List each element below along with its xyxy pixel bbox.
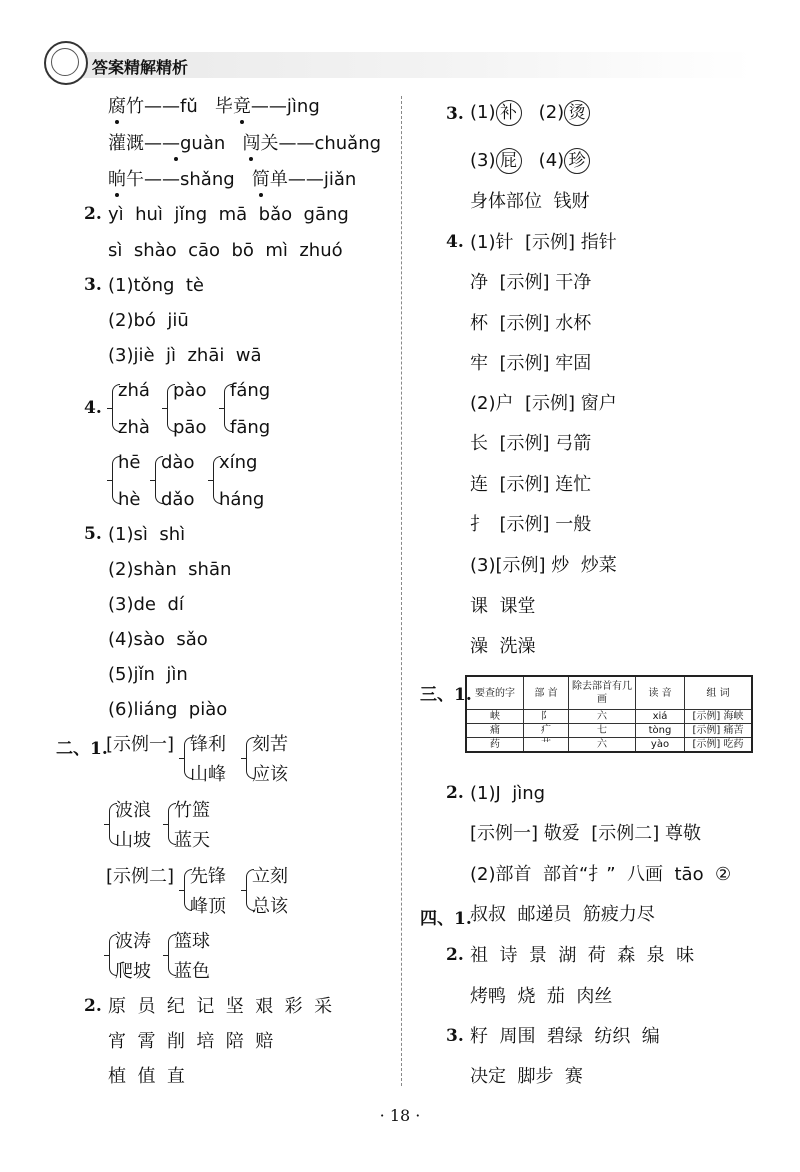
- answer-line: (3)jiè jì zhāi wā: [108, 345, 262, 366]
- section-number: 四、1.: [420, 909, 472, 929]
- pinyin: pào: [173, 380, 207, 401]
- circled-char: 珍: [564, 148, 590, 174]
- word: 爬坡: [115, 961, 151, 982]
- answer-line: (1)针 [示例] 指针: [470, 232, 617, 253]
- table-header-cell: 除去部首有几画: [569, 676, 636, 710]
- answer-line: (6)liáng piào: [108, 699, 228, 720]
- table-cell: 艹: [524, 738, 569, 753]
- table-cell: 药: [466, 738, 524, 753]
- pinyin: zhá: [118, 380, 150, 401]
- word: 蓝天: [174, 830, 210, 851]
- section-number: 三、1.: [420, 685, 472, 705]
- answer-line: (5)jǐn jìn: [108, 664, 188, 685]
- question-number: 3.: [84, 275, 102, 295]
- answer-line: (2)shàn shān: [108, 559, 232, 580]
- answer-line: 植 值 直: [108, 1066, 185, 1087]
- word: 波浪: [115, 800, 151, 821]
- pinyin: hē: [118, 452, 141, 473]
- circled-char: 补: [496, 100, 522, 126]
- pinyin: xíng: [219, 452, 258, 473]
- word: 先锋: [190, 866, 226, 887]
- column-divider: [401, 96, 402, 1086]
- answer-line: 原 员 纪 记 坚 艰 彩 采: [108, 996, 333, 1017]
- table-cell: 峡: [466, 710, 524, 724]
- word: 应该: [252, 764, 288, 785]
- answer-line: 澡 洗澡: [470, 636, 536, 657]
- table-header-cell: 要查的字: [466, 676, 524, 710]
- answer-line: 籽 周围 碧绿 纺织 编: [470, 1026, 660, 1047]
- table-cell: 七: [569, 724, 636, 738]
- word: 总该: [252, 896, 288, 917]
- word: 波涛: [115, 931, 151, 952]
- answer-line: 扌 [示例] 一般: [470, 514, 592, 535]
- table-row: [466, 710, 752, 724]
- answer-line: (1) 补 (2) 烫: [470, 100, 590, 126]
- table-cell: 阝: [524, 710, 569, 724]
- answer-line: (1)J jìng: [470, 783, 546, 804]
- table-cell: [示例] 海峡: [685, 710, 753, 724]
- question-number: 2.: [446, 783, 464, 803]
- answer-line: 身体部位 钱财: [470, 191, 590, 212]
- section-number: 二、1.: [56, 739, 108, 759]
- answer-line: yì huì jǐng mā bǎo gāng: [108, 204, 349, 225]
- answer-line: (3) 屁 (4) 珍: [470, 148, 590, 174]
- circled-char: 屁: [496, 148, 522, 174]
- header-title: 答案精解精析: [92, 58, 189, 77]
- word: 立刻: [252, 866, 288, 887]
- pinyin: fāng: [230, 417, 271, 438]
- pinyin: zhà: [118, 417, 150, 438]
- publisher-logo: [44, 41, 88, 85]
- table-cell: yào: [636, 738, 685, 753]
- table-row: [466, 724, 752, 738]
- answer-line: [示例一] 敬爱 [示例二] 尊敬: [470, 823, 701, 844]
- answer-line: (1)tǒng tè: [108, 275, 204, 296]
- answer-line: 灌溉——guàn 闯关——chuǎng: [108, 133, 382, 154]
- question-number: 4.: [84, 398, 102, 418]
- table-header-cell: 组 词: [685, 676, 753, 710]
- word: 锋利: [190, 734, 226, 755]
- table-header-cell: 部 首: [524, 676, 569, 710]
- question-number: 2.: [84, 996, 102, 1016]
- word: 蓝色: [174, 961, 210, 982]
- answer-line: 课 课堂: [470, 596, 536, 617]
- answer-line: (3)[示例] 炒 炒菜: [470, 555, 617, 576]
- answer-line: 腐竹——fǔ 毕竟——jìng: [108, 96, 320, 117]
- question-number: 3.: [446, 104, 464, 124]
- word: 篮球: [174, 931, 210, 952]
- answer-line: 牢 [示例] 牢固: [470, 353, 592, 374]
- answer-line: 烤鸭 烧 茄 肉丝: [470, 986, 613, 1007]
- answer-line: 祖 诗 景 湖 荷 森 泉 味: [470, 945, 695, 966]
- question-number: 3.: [446, 1026, 464, 1046]
- page-number: · 18 ·: [379, 1106, 421, 1125]
- table-cell: [示例] 痛苦: [685, 724, 753, 738]
- question-number: 2.: [84, 204, 102, 224]
- answer-line: (4)sào sǎo: [108, 629, 208, 650]
- word: 竹篮: [174, 800, 210, 821]
- pinyin: dào: [161, 452, 195, 473]
- question-number: 2.: [446, 945, 464, 965]
- table-cell: 六: [569, 710, 636, 724]
- answer-line: 长 [示例] 弓箭: [470, 433, 592, 454]
- pinyin: hè: [118, 489, 141, 510]
- table-cell: xiá: [636, 710, 685, 724]
- answer-line: (2)部首 部首“扌” 八画 tāo ②: [470, 864, 732, 885]
- table-cell: [示例] 吃药: [685, 738, 753, 753]
- answer-line: 叔叔 邮递员 筋疲力尽: [470, 904, 655, 925]
- answer-line: sì shào cāo bō mì zhuó: [108, 240, 343, 261]
- question-number: 5.: [84, 524, 102, 544]
- answer-line: 决定 脚步 赛: [470, 1066, 583, 1087]
- pinyin: dǎo: [161, 489, 195, 510]
- answer-line: 净 [示例] 干净: [470, 272, 592, 293]
- example-label: [示例二]: [106, 866, 175, 887]
- answer-line: (1)sì shì: [108, 524, 186, 545]
- answer-line: (2)bó jiū: [108, 310, 189, 331]
- circled-char: 烫: [564, 100, 590, 126]
- answer-line: 连 [示例] 连忙: [470, 474, 592, 495]
- table-cell: 六: [569, 738, 636, 753]
- example-label: [示例一]: [106, 734, 175, 755]
- radical-lookup-table: [465, 675, 753, 753]
- answer-line: 宵 霄 削 培 陪 赔: [108, 1031, 274, 1052]
- question-number: 4.: [446, 232, 464, 252]
- word: 山峰: [190, 764, 226, 785]
- word: 山坡: [115, 830, 151, 851]
- table-header-cell: 读 音: [636, 676, 685, 710]
- answer-line: 晌午——shǎng 简单——jiǎn: [108, 169, 357, 190]
- pinyin: fáng: [230, 380, 271, 401]
- word: 刻苦: [252, 734, 288, 755]
- pinyin: háng: [219, 489, 265, 510]
- table-cell: 疒: [524, 724, 569, 738]
- table-row: [466, 738, 752, 753]
- answer-line: 杯 [示例] 水杯: [470, 313, 592, 334]
- word: 峰顶: [190, 896, 226, 917]
- pinyin: pāo: [173, 417, 207, 438]
- answer-line: (3)de dí: [108, 594, 184, 615]
- answer-line: (2)户 [示例] 窗户: [470, 393, 617, 414]
- table-cell: tòng: [636, 724, 685, 738]
- table-header-row: [466, 676, 752, 710]
- table-cell: 痛: [466, 724, 524, 738]
